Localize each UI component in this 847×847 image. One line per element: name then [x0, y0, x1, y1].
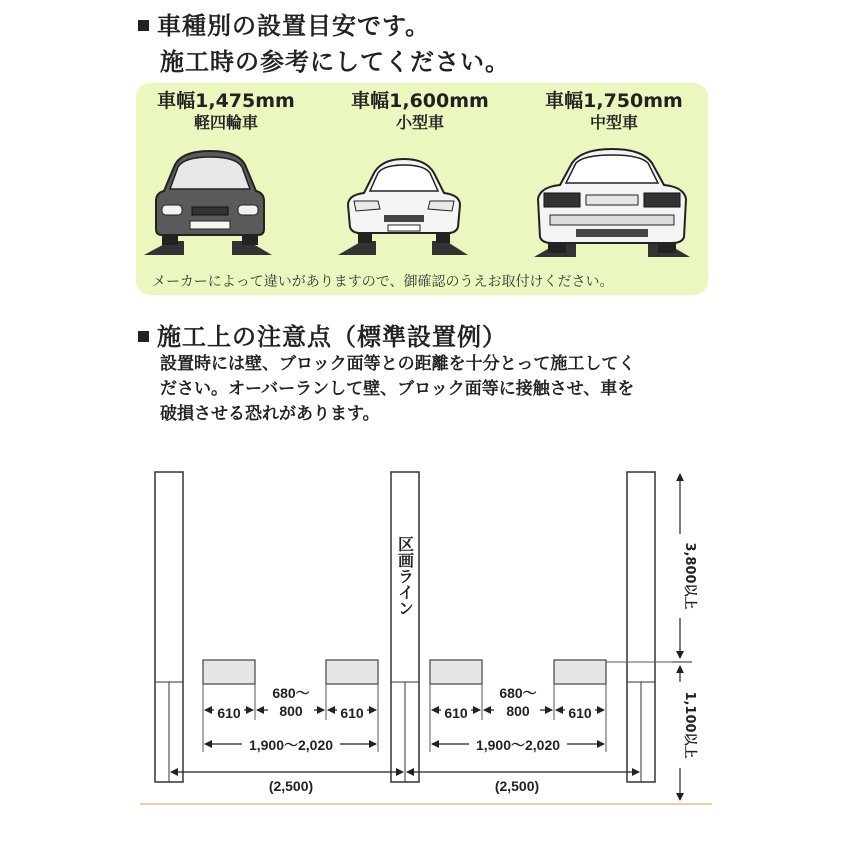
caution-line: ださい。オーバーランして壁、ブロック面等に接触させ、車を [160, 379, 635, 399]
span-label: 1,900〜2,020 [475, 737, 561, 753]
bay-width-label: (2,500) [494, 778, 540, 794]
partition-post-center [391, 472, 419, 782]
stop-width-label: 610 [340, 705, 364, 721]
stop-width-label: 610 [444, 705, 468, 721]
car-type-label: 中型車 [589, 113, 638, 132]
wheel-stop [203, 660, 255, 684]
square-bullet-icon [138, 331, 149, 342]
partition-post-right [627, 472, 655, 782]
partition-line-label: 区画ライン [395, 536, 415, 616]
compact-car-front-icon [334, 145, 474, 265]
gap-label-top: 680〜 [272, 685, 310, 701]
caution-line: 設置時には壁、ブロック面等との距離を十分とって施工してく [160, 354, 636, 374]
caution-text [160, 352, 720, 427]
section2-title [138, 317, 507, 352]
wheel-stop [326, 660, 378, 684]
wheel-stop [430, 660, 482, 684]
midsize-car-front-icon [528, 145, 696, 265]
wheel-stop [554, 660, 606, 684]
car-width-label: 車幅1,600mm [351, 90, 489, 112]
panel-note: メーカーによって違いがありますので、御確認のうえお取付けください。 [152, 274, 614, 290]
section1-subtitle: 施工時の参考にしてください。 [160, 48, 510, 76]
car-compact [330, 89, 510, 133]
car-type-label: 小型車 [395, 113, 444, 132]
section1-title [138, 6, 430, 41]
square-bullet-icon [138, 20, 149, 31]
caution-line: 破損させる恐れがあります。 [160, 404, 380, 424]
car-width-label: 車幅1,750mm [545, 90, 683, 112]
section2-title-text: 施工上の注意点（標準設置例） [157, 323, 507, 351]
car-midsize [524, 89, 704, 133]
car-kei [136, 89, 316, 133]
partition-post-left [155, 472, 183, 782]
stop-width-label: 610 [217, 705, 241, 721]
car-width-panel [136, 83, 708, 295]
installation-diagram [0, 450, 847, 847]
section1-title-text: 車種別の設置目安です。 [157, 12, 431, 40]
bay-width-label: (2,500) [268, 778, 314, 794]
gap-label-bottom: 800 [506, 703, 530, 719]
height-upper-label: 3,800以上 [682, 542, 697, 610]
height-lower-label: 1,100以上 [682, 691, 697, 759]
stop-width-label: 610 [568, 705, 592, 721]
gap-label-bottom: 800 [279, 703, 303, 719]
kei-car-front-icon [140, 145, 280, 265]
car-type-label: 軽四輪車 [193, 113, 258, 132]
car-width-label: 車幅1,475mm [157, 90, 295, 112]
gap-label-top: 680〜 [499, 685, 537, 701]
span-label: 1,900〜2,020 [248, 737, 334, 753]
